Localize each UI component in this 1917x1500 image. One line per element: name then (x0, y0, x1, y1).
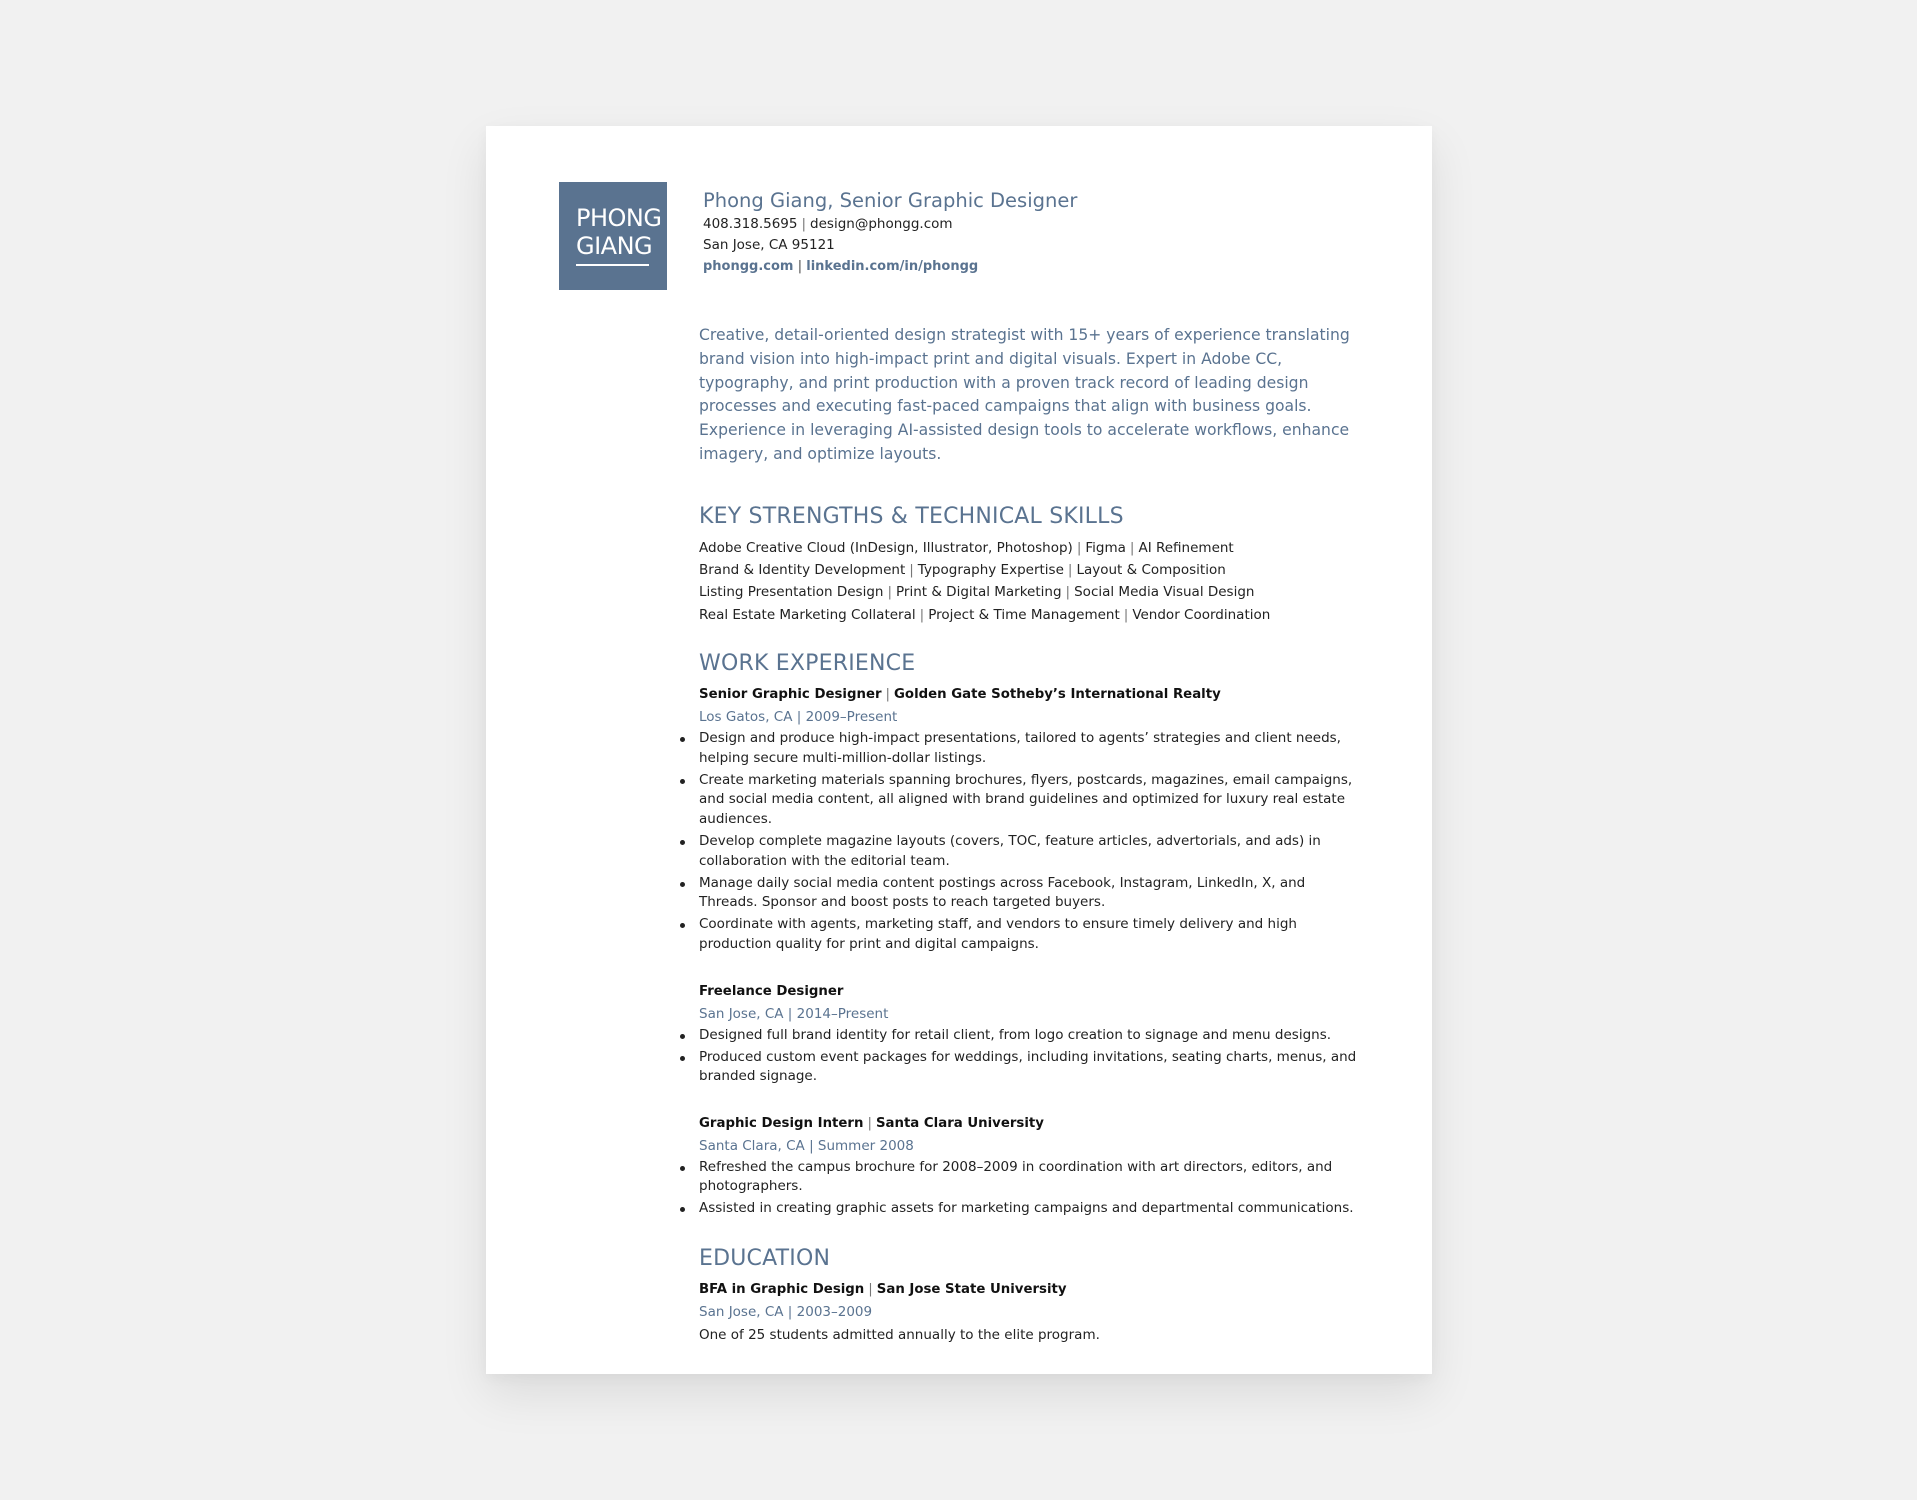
job-bullets (699, 729, 1367, 955)
degree: BFA in Graphic Design (699, 1282, 865, 1298)
phone[interactable]: 408.318.5695 (703, 216, 798, 232)
summary: Creative, detail-oriented design strategist with 15+ years of experience translating brand vision into high-impact print and digital visuals. Expert in Adobe CC, typography, and print production with a proven track record of leading design processes and executing fast-paced campaigns that align with business goals. Experience in leveraging AI-assisted design tools to accelerate workflows, enhance imagery, and optimize layouts. (699, 326, 1350, 463)
skills-line: Real Estate Marketing Collateral | Project & Time Management | Vendor Coordination (699, 606, 1271, 623)
job-title-line: Senior Graphic Designer | Golden Gate Sotheby’s International Realty (699, 686, 1221, 702)
skills-line: Brand & Identity Development | Typography Expertise | Layout & Composition (699, 562, 1226, 579)
bullet-item: Manage daily social media content postings across Facebook, Instagram, LinkedIn, X, and Threads. Sponsor and boost posts to reach targeted buyers. (699, 874, 1367, 913)
education-heading: EDUCATION (699, 1246, 831, 1272)
job-company: Santa Clara University (875, 1115, 1044, 1131)
name-title: Phong Giang, Senior Graphic Designer (703, 189, 1078, 212)
linkedin-link[interactable]: linkedin.com/in/phongg (806, 259, 979, 274)
skills-heading: KEY STRENGTHS & TECHNICAL SKILLS (699, 503, 1124, 529)
monogram-logo (559, 182, 667, 290)
skills-list (699, 537, 1367, 626)
skills-line: Adobe Creative Cloud (InDesign, Illustrator, Photoshop) | Figma | AI Refinement (699, 539, 1234, 556)
degree-line: BFA in Graphic Design | San Jose State University (699, 1282, 1067, 1298)
education-note: One of 25 students admitted annually to the elite program. (699, 1327, 1100, 1344)
bullet-item: Produced custom event packages for weddings, including invitations, seating charts, menus, and branded signage. (699, 1048, 1367, 1087)
links-line (703, 256, 1077, 277)
job-entry (699, 981, 1367, 1087)
job-company: Golden Gate Sotheby’s International Realty (894, 686, 1221, 702)
bullet-item: Develop complete magazine layouts (covers, TOC, feature articles, advertorials, and ads) in collaboration with the editorial team. (699, 832, 1367, 871)
phone-email-line (703, 214, 1077, 235)
website-link[interactable]: phongg.com (703, 259, 794, 274)
bullet-item: Refreshed the campus brochure for 2008–2009 in coordination with art directors, editors, and photographers. (699, 1158, 1367, 1197)
job-location-dates: San Jose, CA | 2014–Present (699, 1005, 889, 1022)
job-title-line: Graphic Design Intern | Santa Clara University (699, 1115, 1044, 1131)
logo-line-first: PHONG (576, 204, 662, 232)
email[interactable]: design@phongg.com (810, 216, 953, 232)
separator: | (801, 216, 807, 232)
logo-line-last: GIANG (576, 232, 653, 260)
job-role: Senior Graphic Designer (699, 686, 882, 702)
resume-page (486, 126, 1432, 1374)
location: San Jose, CA 95121 (703, 237, 835, 253)
work-experience-heading: WORK EXPERIENCE (699, 650, 916, 676)
separator: | (797, 259, 803, 274)
bullet-item: Assisted in creating graphic assets for marketing campaigns and departmental communications. (699, 1199, 1367, 1219)
job-bullets (699, 1158, 1367, 1219)
contact-header (703, 188, 1077, 277)
education-location-dates: San Jose, CA | 2003–2009 (699, 1304, 873, 1321)
job-role: Graphic Design Intern (699, 1115, 864, 1131)
bullet-item: Designed full brand identity for retail client, from logo creation to signage and menu designs. (699, 1026, 1367, 1046)
bullet-item: Coordinate with agents, marketing staff, and vendors to ensure timely delivery and high production quality for print and digital campaigns. (699, 915, 1367, 954)
school: San Jose State University (876, 1282, 1067, 1298)
job-location-dates: Santa Clara, CA | Summer 2008 (699, 1137, 914, 1154)
bullet-item: Create marketing materials spanning brochures, flyers, postcards, magazines, email campaigns, and social media content, all aligned with brand guidelines and optimized for luxury real estate audiences. (699, 771, 1367, 830)
job-title-line (699, 981, 1367, 1003)
job-entry (699, 684, 1367, 955)
resume-body (699, 324, 1367, 1347)
job-location-dates: Los Gatos, CA | 2009–Present (699, 708, 898, 725)
job-entry (699, 1113, 1367, 1219)
job-bullets (699, 1026, 1367, 1087)
job-role: Freelance Designer (699, 983, 844, 999)
logo-underline (576, 264, 649, 266)
bullet-item: Design and produce high-impact presentations, tailored to agents’ strategies and client needs, helping secure multi-million-dollar listings. (699, 729, 1367, 768)
skills-line: Listing Presentation Design | Print & Digital Marketing | Social Media Visual Design (699, 584, 1255, 601)
